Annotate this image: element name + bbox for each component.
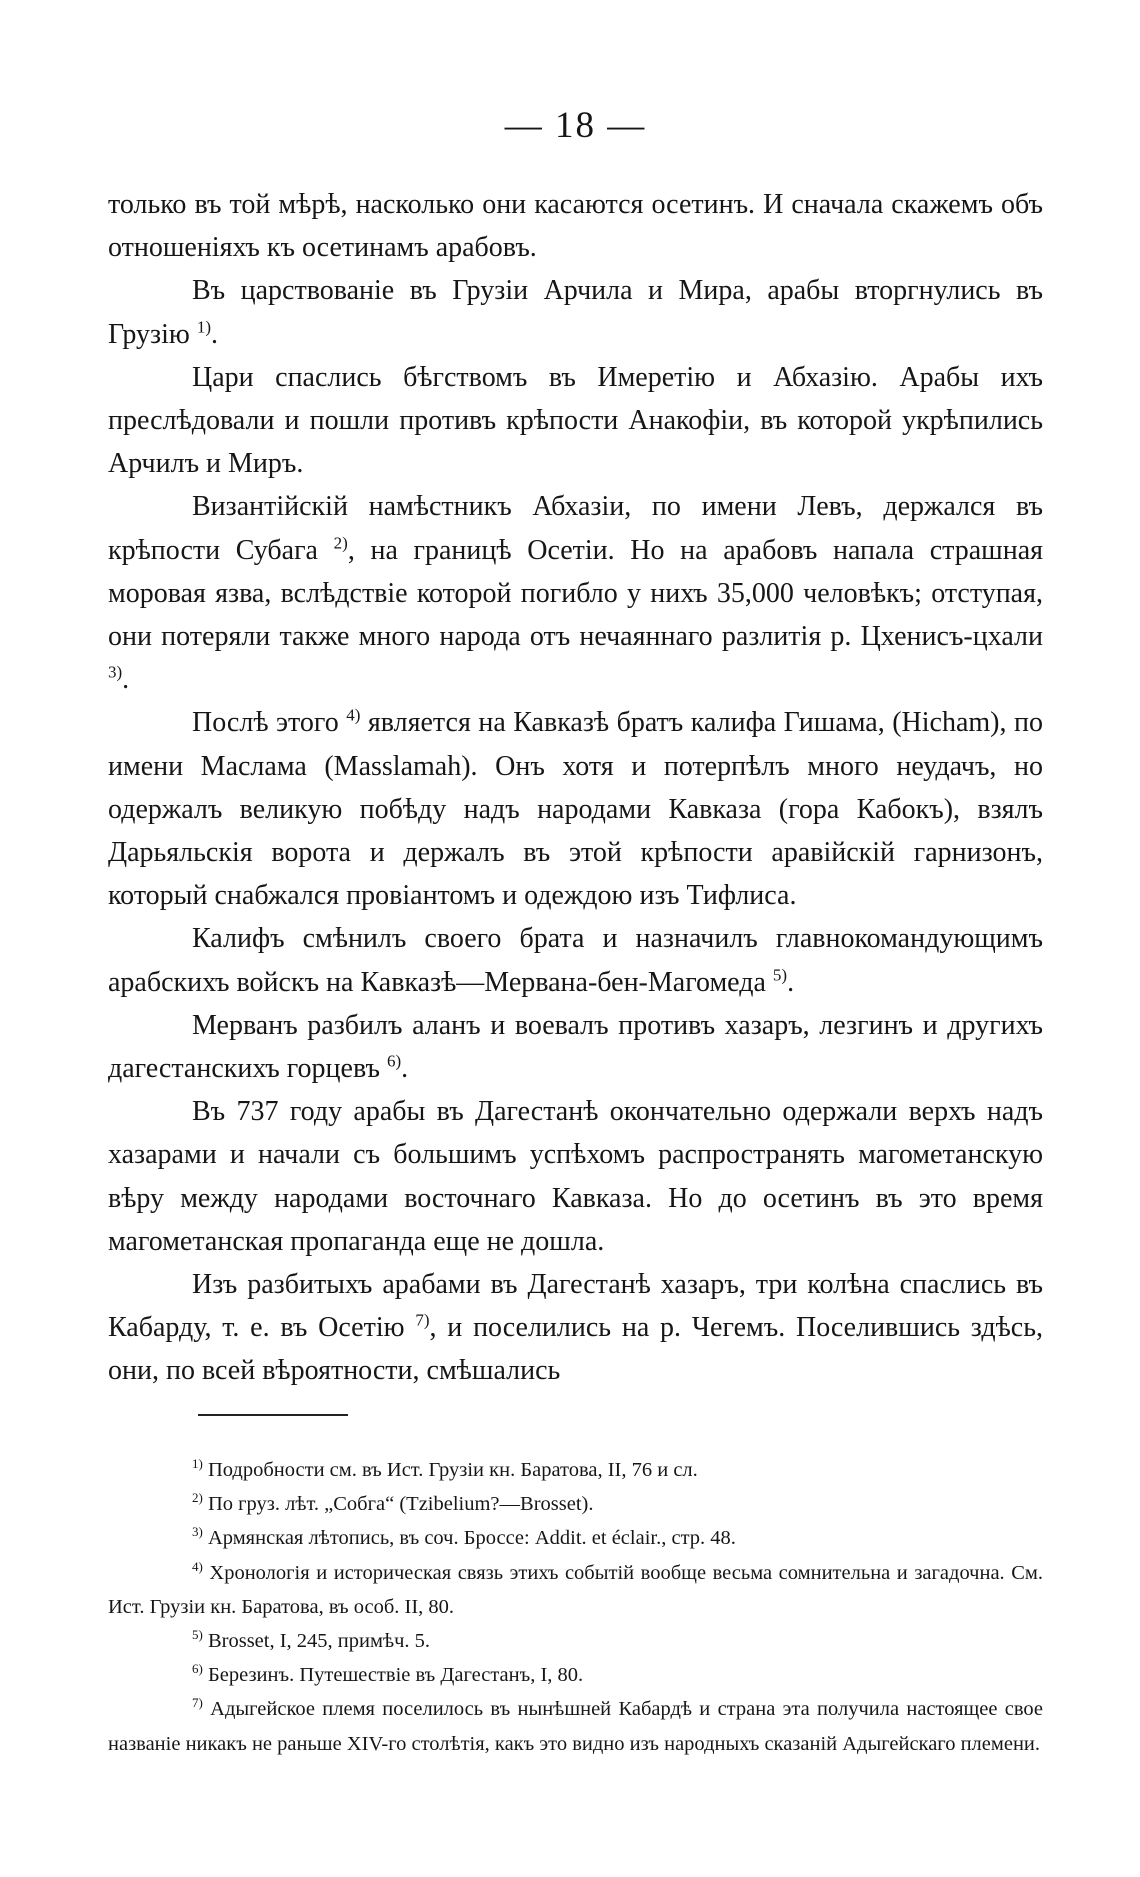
footnote-mark: 7) <box>192 1695 203 1711</box>
paragraph-text: , и поселились на р. Чегемъ. Поселившись здѣсь, они, по всей вѣроятности, смѣшались <box>108 1312 1043 1387</box>
paragraph-text: . <box>401 1053 409 1085</box>
paragraph-1 <box>108 183 1043 269</box>
paragraph-text: Цари спаслись бѣгствомъ въ Имеретію и Абхазію. Арабы ихъ преслѣдовали и пошли противъ крѣпости Анакофіи, въ которой укрѣпились Арчилъ и Миръ. <box>108 361 1043 480</box>
paragraph-text: Изъ разбитыхъ арабами въ Дагестанѣ хазаръ, три колѣна спаслись въ Кабарду, т. е. въ Осетію <box>108 1269 1043 1344</box>
footnote-mark: 5) <box>192 1627 203 1643</box>
footnote-ref-2[interactable]: 2) <box>333 533 348 553</box>
footnote-text: Адыгейское племя поселилось въ нынѣшней Кабардѣ и страна эта получила настоящее свое названіе никакъ не раньше XIV-го столѣтія, какъ это видно изъ народныхъ сказаній Адыгейскаго племени. <box>108 1698 1044 1755</box>
paragraph-text: . <box>787 966 795 998</box>
paragraph-text: является на Кавказѣ братъ калифа Гишама, (Hicham), по имени Маслама (Masslamah). Онъ хотя и потерпѣлъ много неудачъ, но одержалъ великую побѣду надъ народами Кавказа (гора Кабокъ), взялъ Дарьяльскія ворота и держалъ въ этой крѣпости аравійскій гарнизонъ, который снабжался провіантомъ и одеждою изъ Тифлиса. <box>108 707 1044 912</box>
footnote-2 <box>108 1487 1043 1521</box>
paragraph-3 <box>108 356 1043 486</box>
footnote-mark: 6) <box>192 1661 203 1677</box>
paragraph-text: Калифъ смѣнилъ своего брата и назначилъ главнокомандующимъ арабскихъ войскъ на Кавказѣ—Мервана-бен-Магомеда <box>108 923 1043 998</box>
main-text <box>108 183 1043 1393</box>
footnote-mark: 3) <box>192 1524 203 1540</box>
footnote-text: Армянская лѣтопись, въ соч. Броссе: Addit. et éclair., стр. 48. <box>207 1527 736 1550</box>
paragraph-5 <box>108 701 1043 917</box>
footnote-ref-4[interactable]: 4) <box>346 706 361 726</box>
footnote-3 <box>108 1521 1043 1555</box>
footnote-ref-5[interactable]: 5) <box>772 965 788 985</box>
footnote-divider <box>198 1414 348 1416</box>
footnote-mark: 2) <box>192 1490 203 1506</box>
footnote-text: Подробности см. въ Ист. Грузіи кн. Баратова, II, 76 и сл. <box>207 1459 698 1481</box>
footnote-text: Хронологія и историческая связь этихъ событій вообще весьма сомнительна и загадочна. См. Ист. Грузіи кн. Баратова, въ особ. II, 80. <box>108 1561 1043 1618</box>
footnote-7 <box>108 1692 1043 1760</box>
paragraph-text: только въ той мѣрѣ, насколько они касаются осетинъ. И сначала скажемъ объ отношеніяхъ къ осетинамъ арабовъ. <box>108 189 1043 264</box>
paragraph-text: Послѣ этого <box>192 707 339 739</box>
paragraph-text: Въ 737 году арабы въ Дагестанѣ окончательно одержали верхъ надъ хазарами и начали съ большимъ успѣхомъ распространять магометанскую вѣру между народами восточнаго Кавказа. Но до осетинъ въ это время магометанская пропаганда еще не дошла. <box>108 1096 1043 1257</box>
paragraph-6 <box>108 917 1043 1003</box>
paragraph-2 <box>108 269 1043 355</box>
paragraph-text: . <box>210 318 218 350</box>
footnote-ref-1[interactable]: 1) <box>196 317 211 337</box>
footnote-1 <box>108 1453 1043 1487</box>
footnote-5 <box>108 1624 1043 1658</box>
paragraph-text: . <box>122 664 130 696</box>
paragraph-7 <box>108 1004 1043 1090</box>
paragraph-text: Мерванъ разбилъ аланъ и воевалъ противъ хазаръ, лезгинъ и другихъ дагестанскихъ горцевъ <box>108 1009 1043 1085</box>
paragraph-4 <box>108 485 1043 701</box>
paragraph-text: Въ царствованіе въ Грузіи Арчила и Мира, арабы вторгнулись въ Грузію <box>108 275 1043 350</box>
paragraph-text: Византійскій намѣстникъ Абхазіи, по имени Левъ, держался въ крѣпости Субага <box>108 491 1043 566</box>
footnote-ref-7[interactable]: 7) <box>415 1310 430 1330</box>
footnote-ref-3[interactable]: 3) <box>108 662 123 682</box>
footnote-mark: 1) <box>192 1456 203 1472</box>
footnote-text: Brosset, I, 245, примѣч. 5. <box>207 1630 431 1653</box>
paragraph-9 <box>108 1263 1043 1393</box>
footnote-ref-6[interactable]: 6) <box>386 1051 402 1071</box>
footnote-text: Березинъ. Путешествіе въ Дагестанъ, I, 80. <box>207 1664 584 1687</box>
footnote-mark: 4) <box>192 1558 203 1574</box>
page-number: — 18 — <box>504 105 647 146</box>
paragraph-text: , на границѣ Осетіи. Но на арабовъ напала страшная моровая язва, вслѣдствіе которой погибло у нихъ 35,000 человѣкъ; отступая, они потеряли также много народа отъ нечаяннаго разлитія р. Цхенисъ-цхали <box>108 534 1043 653</box>
book-page <box>108 0 1043 1877</box>
footnote-6 <box>108 1658 1043 1692</box>
footnote-4 <box>108 1556 1043 1624</box>
footnotes <box>108 1453 1043 1761</box>
paragraph-8 <box>108 1090 1043 1263</box>
footnote-text: По груз. лѣт. „Собга“ (Tzibelium?—Brosset). <box>207 1493 594 1516</box>
